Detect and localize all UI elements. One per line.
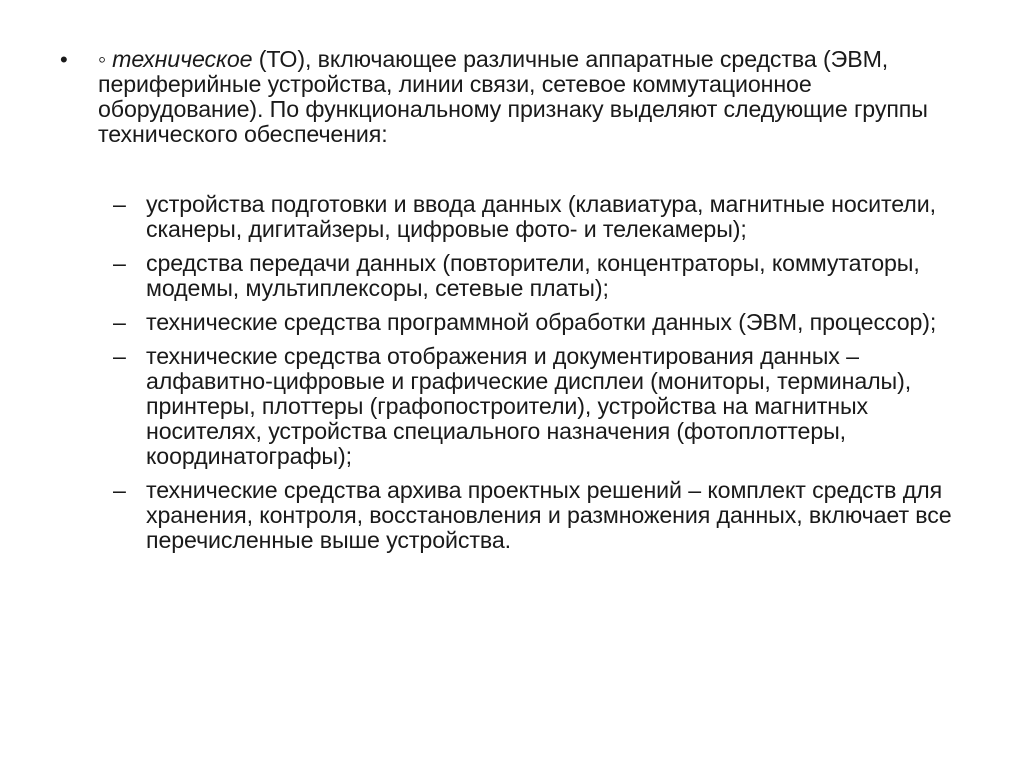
list-item <box>113 192 973 242</box>
dash-icon: – <box>113 250 126 276</box>
main-bullet <box>60 47 970 147</box>
main-bullet-text <box>98 47 970 147</box>
circle-bullet-icon: ◦ <box>98 46 107 72</box>
dash-icon: – <box>113 191 126 217</box>
bullet-icon: • <box>60 47 68 72</box>
list-item-text: устройства подготовки и ввода данных (клавиатура, магнитные носители, сканеры, дигитайзеры, цифровые фото- и телекамеры); <box>146 191 936 242</box>
main-bullet-body: (ТО), включающее различные аппаратные средства (ЭВМ, периферийные устройства, линии связи, сетевое коммутационное оборудование). По функциональному признаку выделяют следующие группы технического обеспечения: <box>98 46 928 147</box>
dash-icon: – <box>113 477 126 503</box>
dash-icon: – <box>113 309 126 335</box>
list-item-text: технические средства отображения и документирования данных – алфавитно-цифровые и графические дисплеи (мониторы, терминалы), принтеры, плоттеры (графопостроители), устройства на магнитных носителях, устройства специального назначения (фотоплоттеры, координатографы); <box>146 343 912 469</box>
list-item <box>113 478 973 553</box>
dash-icon: – <box>113 343 126 369</box>
list-item <box>113 344 973 469</box>
list-item-text: технические средства программной обработки данных (ЭВМ, процессор); <box>146 309 937 335</box>
list-item-text: средства передачи данных (повторители, концентраторы, коммутаторы, модемы, мультиплексоры, сетевые платы); <box>146 250 920 301</box>
list-item <box>113 310 973 335</box>
sub-list <box>113 192 973 562</box>
list-item-text: технические средства архива проектных решений – комплект средств для хранения, контроля, восстановления и размножения данных, включает все перечисленные выше устройства. <box>146 477 952 553</box>
main-bullet-term: техническое <box>112 46 253 72</box>
list-item <box>113 251 973 301</box>
